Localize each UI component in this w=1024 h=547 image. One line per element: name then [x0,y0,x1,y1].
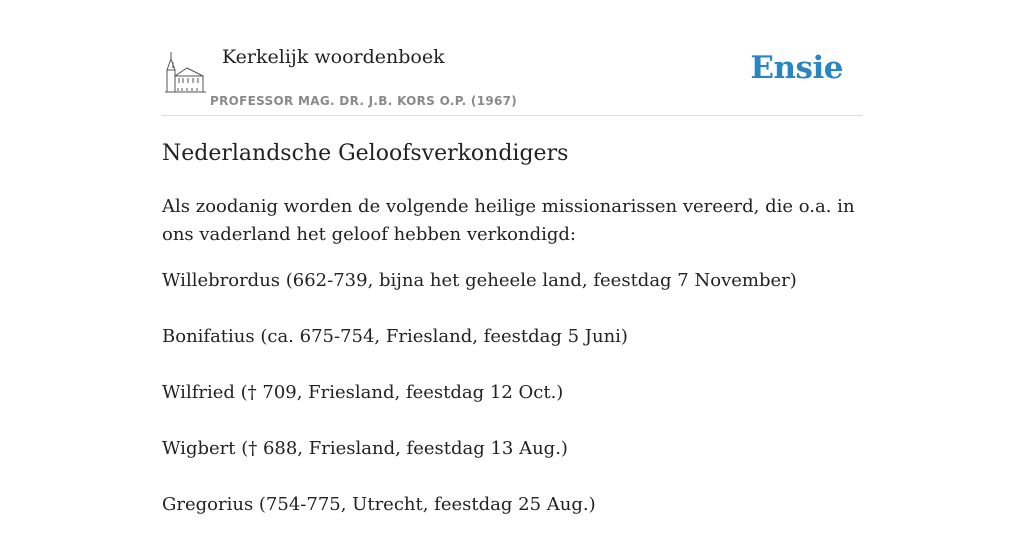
article-intro: Als zoodanig worden de volgende heilige missionarissen vereerd, die o.a. in ons vaderland het geloof hebben verkondigd: [162,196,855,245]
list-item: Gregorius (754-775, Utrecht, feestdag 25 Aug.) [162,494,596,515]
list-item: Wilfried († 709, Friesland, feestdag 12 Oct.) [162,382,564,403]
article-title: Nederlandsche Geloofsverkondigers [162,141,569,166]
ensie-logo[interactable]: Ensie [750,50,843,86]
church-icon[interactable] [165,50,207,94]
book-author: PROFESSOR MAG. DR. J.B. KORS O.P. (1967) [210,94,518,108]
book-title[interactable]: Kerkelijk woordenboek [222,46,445,68]
list-item: Bonifatius (ca. 675-754, Friesland, feestdag 5 Juni) [162,326,628,347]
book-header [162,40,862,116]
page [162,0,862,515]
missionary-list [162,267,862,547]
list-item: Wigbert († 688, Friesland, feestdag 13 Aug.) [162,438,568,459]
list-item: Willebrordus (662-739, bijna het geheele land, feestdag 7 November) [162,270,797,291]
